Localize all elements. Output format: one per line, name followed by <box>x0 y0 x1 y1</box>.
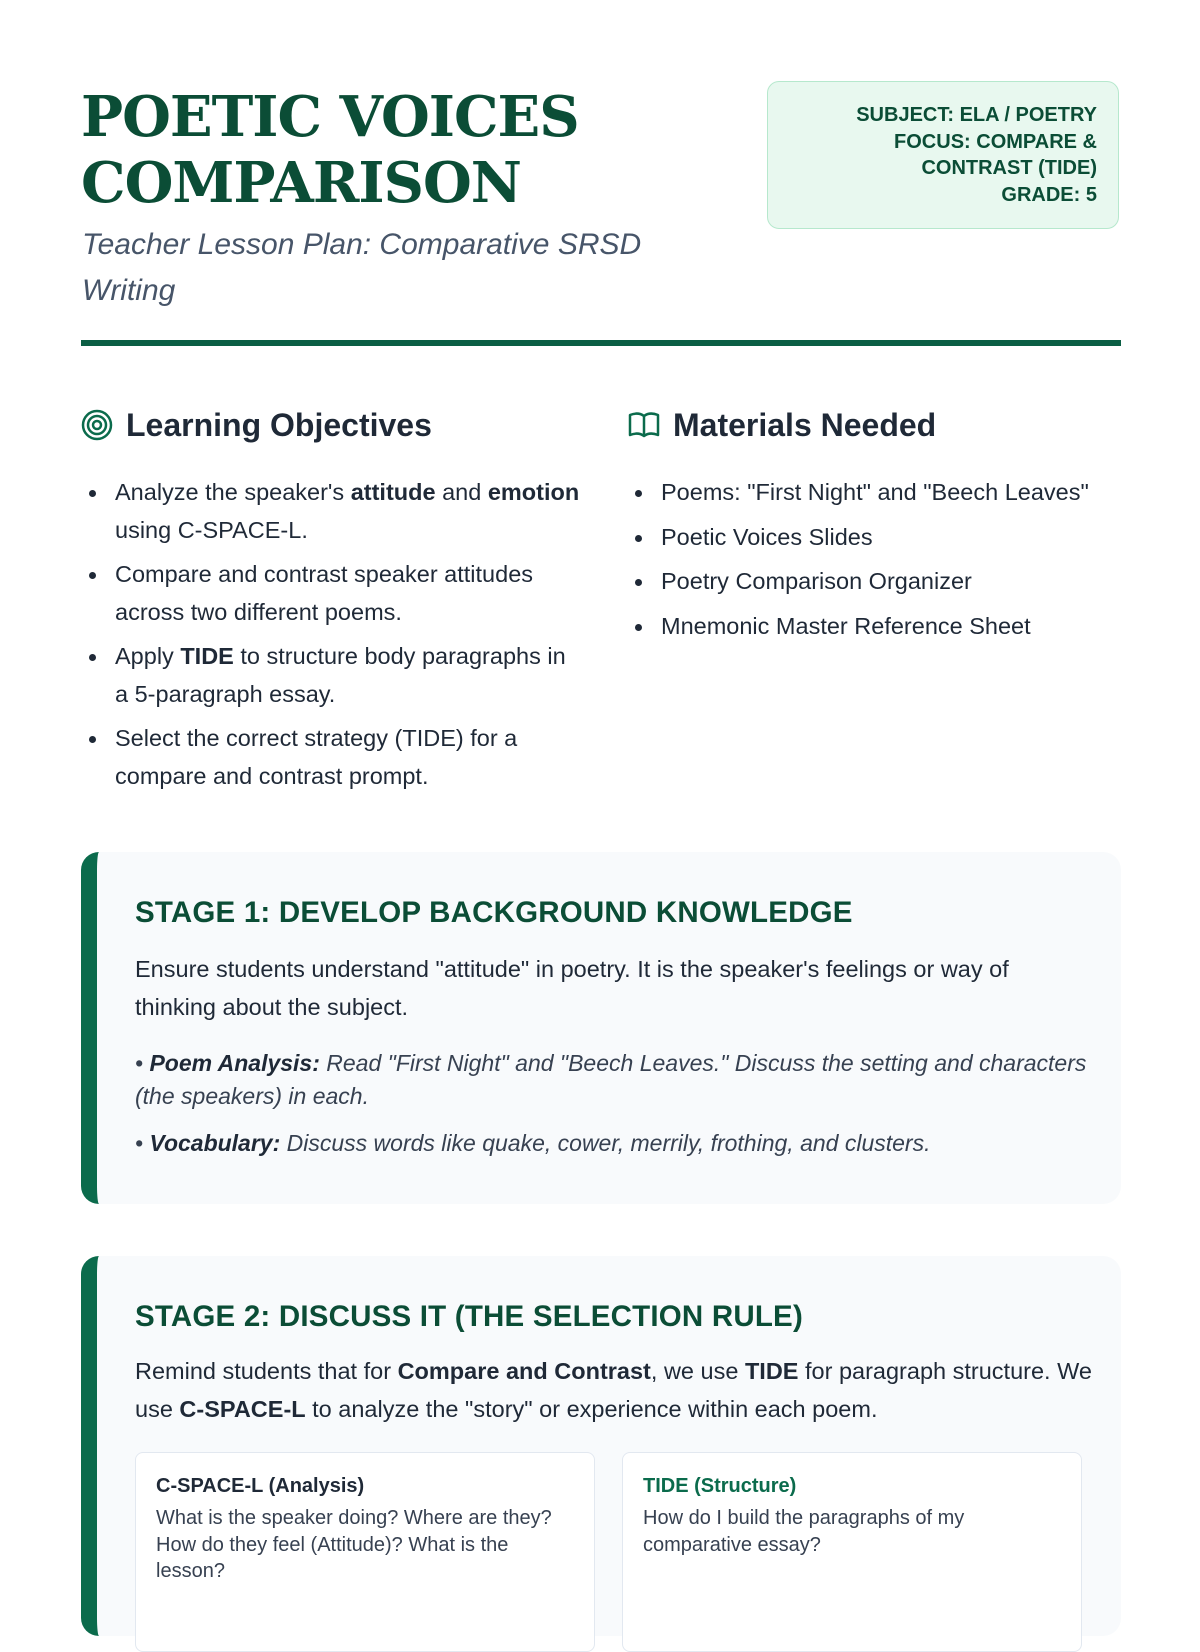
list-item: Select the correct strategy (TIDE) for a compare and contrast prompt. <box>81 720 581 795</box>
title-line-1: POETIC VOICES <box>81 84 579 150</box>
list-item: Mnemonic Master Reference Sheet <box>627 608 1127 646</box>
tide-card <box>622 1452 1082 1652</box>
book-open-icon <box>627 408 661 442</box>
cspacel-card-title: C-SPACE-L (Analysis) <box>156 1475 365 1497</box>
cspacel-card-text: What is the speaker doing? Where are they? How do they feel (Attitude)? What is the lesson? <box>156 1507 552 1582</box>
lesson-meta-box <box>767 81 1119 229</box>
materials-heading-label: Materials Needed <box>673 406 937 443</box>
stage-1-bullet-poem-analysis: • Poem Analysis: Read "First Night" and "Beech Leaves." Discuss the setting and characters (the speakers) in each. <box>135 1050 1087 1109</box>
materials-list <box>627 474 1127 652</box>
list-item: Poems: "First Night" and "Beech Leaves" <box>627 474 1127 512</box>
header-divider <box>81 340 1121 346</box>
target-icon <box>80 408 114 442</box>
tide-card-title: TIDE (Structure) <box>643 1475 797 1497</box>
materials-heading <box>627 400 936 450</box>
page-subtitle: Teacher Lesson Plan: Comparative SRSD Writing <box>82 228 642 307</box>
list-item: Poetic Voices Slides <box>627 519 1127 557</box>
title-line-2: COMPARISON <box>81 150 521 216</box>
stage-1-title: STAGE 1: DEVELOP BACKGROUND KNOWLEDGE <box>135 896 853 929</box>
list-item: Analyze the speaker's attitude and emotion using C-SPACE-L. <box>81 474 581 549</box>
objectives-heading <box>80 400 432 450</box>
page-title <box>81 84 721 216</box>
cspacel-card <box>135 1452 595 1652</box>
meta-focus-1: FOCUS: COMPARE & <box>894 130 1097 153</box>
list-item: Compare and contrast speaker attitudes across two different poems. <box>81 556 581 631</box>
list-item: Apply TIDE to structure body paragraphs in a 5-paragraph essay. <box>81 638 581 713</box>
meta-subject: SUBJECT: ELA / POETRY <box>856 104 1097 126</box>
stage-2-card <box>81 1256 1121 1636</box>
meta-focus-2: CONTRAST (TIDE) <box>921 157 1097 179</box>
stage-2-text: Remind students that for Compare and Contrast, we use TIDE for paragraph structure. We use C-SPACE-L to analyze the "story" or experience within each poem. <box>135 1358 1092 1422</box>
objectives-list <box>81 474 581 802</box>
tide-card-text: How do I build the paragraphs of my comparative essay? <box>643 1507 965 1556</box>
stage-1-text: Ensure students understand "attitude" in poetry. It is the speaker's feelings or way of thinking about the subject. <box>135 956 1009 1020</box>
meta-grade: GRADE: 5 <box>1001 183 1097 206</box>
stage-1-bullet-vocabulary: • Vocabulary: Discuss words like quake, cower, merrily, frothing, and clusters. <box>135 1130 931 1156</box>
list-item: Poetry Comparison Organizer <box>627 563 1127 601</box>
objectives-heading-label: Learning Objectives <box>126 406 432 443</box>
stage-1-card <box>81 852 1121 1204</box>
stage-2-title: STAGE 2: DISCUSS IT (THE SELECTION RULE) <box>135 1300 803 1333</box>
